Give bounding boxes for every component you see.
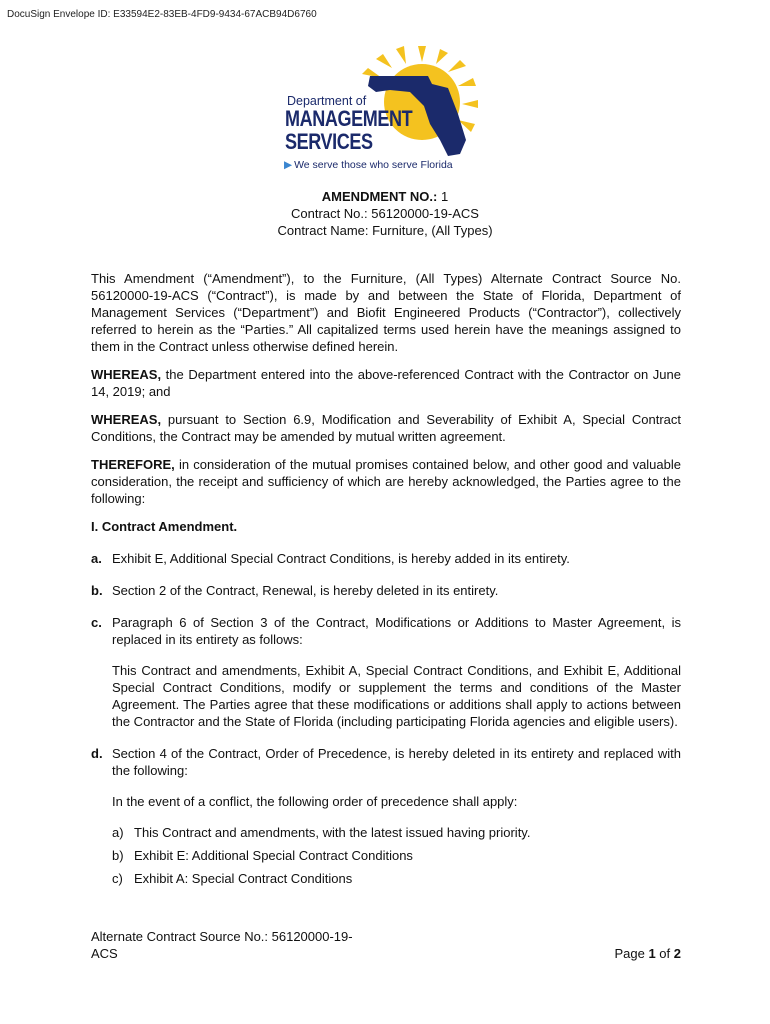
document-header (0, 188, 770, 239)
logo-tagline (284, 159, 453, 171)
item-label: d. (91, 746, 103, 761)
dms-logo (282, 44, 482, 176)
list-item-label: b) (112, 848, 124, 863)
item-text: Paragraph 6 of Section 3 of the Contract, Modifications or Additions to Master Agreement, is replaced in its entirety as follows: (112, 615, 681, 647)
page-of: of (659, 946, 671, 961)
item-label: a. (91, 551, 102, 566)
whereas-text-2: pursuant to Section 6.9, Modification and Severability of Exhibit A, Special Contract Conditions, the Contract may be amended by mutual written agreement. (91, 412, 681, 444)
therefore-text: in consideration of the mutual promises contained below, and other good and valuable consideration, the receipt and sufficiency of which are hereby acknowledged, the Parties agree to the following: (91, 457, 681, 506)
item-text: Exhibit E, Additional Special Contract Conditions, is hereby added in its entirety. (112, 551, 570, 566)
section-heading: I. Contract Amendment. (91, 519, 238, 534)
intro-paragraph: This Amendment (“Amendment”), to the Furniture, (All Types) Alternate Contract Source No. 56120000-19-ACS (“Contract”), is made by and between the State of Florida, Department of Management Services (“Department”) and Biofit Engineered Products (“Contractor”), collectively referred to herein as the “Parties.” All capitalized terms used herein have the meanings assigned to them in the Contract unless otherwise defined herein. (91, 271, 681, 354)
contract-name: Contract Name: Furniture, (All Types) (277, 223, 493, 238)
amendment-item-c (91, 614, 681, 730)
list-item-text: Exhibit E: Additional Special Contract Conditions (134, 848, 413, 863)
item-subparagraph: This Contract and amendments, Exhibit A, Special Contract Conditions, and Exhibit E, Additional Special Contract Conditions, modify or supplement the terms and conditions of the Master Agreement. The Parties agree that these modifications or additions shall apply to actions between the Contractor and the State of Florida (including participating Florida agencies and eligible users). (112, 663, 681, 729)
list-item-label: a) (112, 825, 124, 840)
item-text: Section 4 of the Contract, Order of Precedence, is hereby deleted in its entirety and replaced with the following: (112, 746, 681, 778)
logo-tagline-text: We serve those who serve Florida (294, 159, 453, 171)
amendment-item-d (91, 745, 681, 887)
play-arrow-icon: ▶ (284, 159, 293, 171)
page-word: Page (614, 946, 645, 961)
logo-services-text: SERVICES (285, 129, 373, 154)
page-current: 1 (648, 946, 656, 961)
logo-department-text: Department of (287, 94, 367, 108)
item-label: c. (91, 615, 102, 630)
contract-number: Contract No.: 56120000-19-ACS (291, 206, 479, 221)
list-item (112, 847, 681, 864)
docusign-envelope-id: DocuSign Envelope ID: E33594E2-83EB-4FD9-9434-67ACB94D6760 (7, 9, 317, 20)
therefore-paragraph (91, 456, 681, 507)
whereas-label-2: WHEREAS, (91, 412, 162, 427)
item-text: Section 2 of the Contract, Renewal, is hereby deleted in its entirety. (112, 583, 499, 598)
amendment-item-a (91, 550, 681, 567)
list-item-text: This Contract and amendments, with the latest issued having priority. (134, 825, 531, 840)
footer-contract-source (91, 928, 353, 962)
logo-management-text: MANAGEMENT (285, 106, 413, 131)
item-label: b. (91, 583, 103, 598)
footer-source-line-2: ACS (91, 946, 118, 961)
footer-source-line-1: Alternate Contract Source No.: 56120000-19- (91, 929, 353, 944)
list-item (112, 824, 681, 841)
whereas-paragraph-1 (91, 366, 681, 400)
list-item (112, 870, 681, 887)
whereas-paragraph-2 (91, 411, 681, 445)
amendment-label: AMENDMENT NO.: (321, 189, 438, 204)
amendment-item-b (91, 582, 681, 599)
page-total: 2 (673, 946, 681, 961)
order-of-precedence-list (112, 824, 681, 887)
whereas-text-1: the Department entered into the above-referenced Contract with the Contractor on June 14, 2019; and (91, 367, 681, 399)
therefore-label: THEREFORE, (91, 457, 175, 472)
amendment-number: 1 (440, 189, 449, 204)
item-subparagraph: In the event of a conflict, the following order of precedence shall apply: (112, 794, 518, 809)
list-item-text: Exhibit A: Special Contract Conditions (134, 871, 353, 886)
amendment-number-line (0, 188, 770, 205)
document-body (91, 270, 681, 902)
whereas-label-1: WHEREAS, (91, 367, 162, 382)
page-number (614, 945, 681, 962)
list-item-label: c) (112, 871, 123, 886)
